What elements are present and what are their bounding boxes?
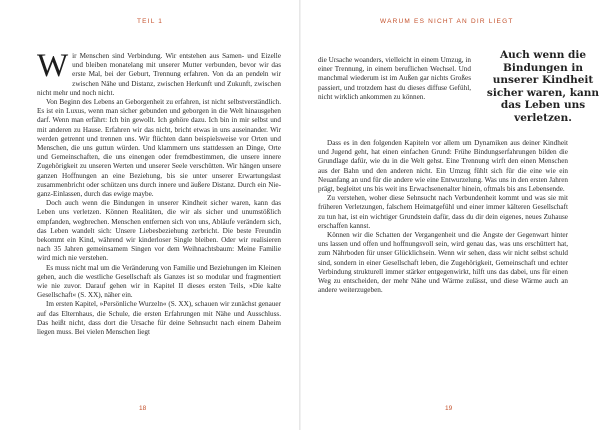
right-page-body <box>318 139 568 295</box>
left-running-head: TEIL 1 <box>137 18 164 25</box>
left-paragraph-1 <box>37 48 281 98</box>
right-opening-paragraph: die Ursache woanders, vielleicht in einem Umzug, in einer Trennung, in einem beruflichen Wechsel. Und manchmal wiederum ist im Außen gar nichts Großes passiert, und trotzdem hast du dieses diffuse Gefühl, nicht wirklich ankommen zu können. <box>318 56 471 101</box>
left-page-body <box>37 48 281 337</box>
right-running-head: WARUM ES NICHT AN DIR LIEGT <box>380 18 514 25</box>
left-paragraph-2: Von Beginn des Lebens an Geborgenheit zu erfahren, ist nicht selbstverständlich. Es ist ein Luxus, wenn man sicher gebunden und geborgen in die Welt hinausgehen darf. Wenn man erfährt: Ich bin gewollt. Ich gehöre dazu. Ich bin in mir selbst und mit anderen zu Hause. Erfahren wir das nicht, bricht etwas in uns auseinander. Wir werden getrennt und trennen uns. Wir flüchten dann beispielsweise vor Orten und Menschen, die uns guttun würden. Und klammern uns stattdessen an Dinge, Orte und Gemeinschaften, die uns einengen oder fremdbestimmen, die unsere innere Zugehörigkeit zu unseren Werten und unserer Seele verschütten. Wir hängen unsere ganzen Hoffnungen an eine Beziehung, bis sie unter unserer Erwartungslast zusammenbricht oder schützen uns durch innere und äußere Distanz. Durch ein Nie-ganz-Einlassen, durch das ewige maybe. <box>37 98 281 199</box>
drop-cap: W <box>37 48 69 84</box>
right-paragraph-3: Können wir die Schatten der Vergangenheit und die Ängste der Gegenwart hinter uns lassen und offen und hoffnungsvoll sein, wird genau das, was uns erschüttert hat, zum Nährboden für unser Glücklichsein. Wenn wir sehen, dass wir nicht selbst schuld sind, sondern in einer Gesellschaft leben, die Zugehörigkeit, Gemeinschaft und echter Verbindung strukturell immer stärker entgegenwirkt, hilft uns das dabei, uns für einen Weg zu entscheiden, der mehr Nähe und Wärme zulässt, und diese Wärme auch an andere weiterzugeben. <box>318 231 568 295</box>
right-paragraph-1: Dass es in den folgenden Kapiteln vor allem um Dynamiken aus deiner Kindheit und Jugend geht, hat einen einfachen Grund: Frühe Bindungserfahrungen bilden die Grundlage dafür, wie du in die Welt gehst. Eine Trennung wirft den einen Menschen aus der Bahn und den anderen nicht. Ein Umzug fühlt sich für die eine wie ein Neuanfang an und für die andere wie eine Entwurzelung. Was uns in den ersten Jahren prägt, begleitet uns bis weit ins Erwachsenenalter hinein, oftmals bis ans Lebensende. <box>318 139 568 194</box>
right-page-number: 19 <box>445 405 453 412</box>
left-paragraph-3: Doch auch wenn die Bindungen in unserer Kindheit sicher waren, kann das Leben uns verletzen. Können Realitäten, die wir als sicher und unumstößlich empfanden, wegbrechen. Menschen entfernen sich von uns, Abläufe verändern sich, das Leben wandelt sich: Unsere Liebesbeziehung zerbricht. Die beste Freundin bekommt ein Kind, während wir kinderloser Single bleiben. Oder wir realisieren nach 35 Jahren gemeinsamem Singen vor dem Weihnachtsbaum: Meine Familie wird mich nie verstehen. <box>37 199 281 263</box>
right-paragraph-2: Zu verstehen, woher diese Sehnsucht nach Verbundenheit kommt und was sie mit früheren Verletzungen, falschem Heimatgefühl und einer immer kälteren Gesellschaft zu tun hat, ist ein wichtiger Grundstein dafür, dass du dir dein eigenes, neues Zuhause erschaffen kannst. <box>318 194 568 230</box>
left-paragraph-1-text: ir Menschen sind Verbindung. Wir entstehen aus Samen- und Eizelle und bleiben monatelang mit unserer Mutter verbunden, bevor wir das erste Mal, bei der Geburt, Trennung erfahren. Von da an pendeln wir zwischen Nähe und Distanz, zwischen Herkunft und Zukunft, zwischen nicht mehr und noch nicht. <box>37 52 281 97</box>
book-gutter <box>299 0 301 430</box>
right-page-top-column <box>318 56 471 102</box>
left-page-number: 18 <box>139 405 147 412</box>
pull-quote: Auch wenn die Bindungen in unserer Kindheit sicher waren, kann das Leben uns verletzen. <box>486 49 600 124</box>
left-paragraph-5: Im ersten Kapitel, »Persönliche Wurzeln« (S. XX), schauen wir zunächst genauer auf das Elternhaus, die Schule, die ersten Erfahrungen mit Nähe und Ausschluss. Das heißt nicht, dass dort die Ursache für deine Sehnsucht nach einem Daheim liegen muss. Bei vielen Menschen liegt <box>37 300 281 337</box>
left-paragraph-4: Es muss nicht mal um die Veränderung von Familie und Beziehungen im Kleinen gehen, auch die westliche Gesellschaft als Ganzes ist so modular und fragmentiert wie nie zuvor. Darauf gehen wir in Kapitel II dieses ersten Teils, »Die kalte Gesellschaft« (S. XX), näher ein. <box>37 263 281 300</box>
